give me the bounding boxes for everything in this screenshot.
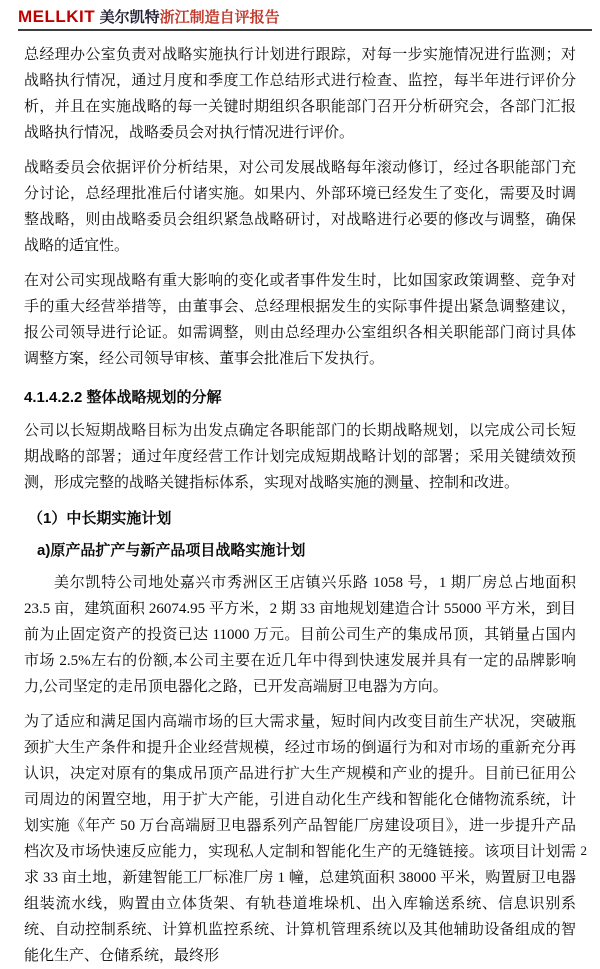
paragraph-emergency-adjustment: 在对公司实现战略有重大影响的变化或者事件发生时，比如国家政策调整、竞争对手的重大经营举措等，由董事会、总经理根据发生的实际事件提出紧急调整建议，报公司领导进行论证。如需调整，则由总经理办公室组织各相关职能部门商讨具体调整方案，经公司领导审核、董事会批准后下发执行。 <box>24 273 576 367</box>
paragraph-company-profile: 美尔凯特公司地处嘉兴市秀洲区王店镇兴乐路 1058 号，1 期厂房总占地面积 23.5 亩，建筑面积 26074.95 平方米，2 期 33 亩地规划建造合计 55000 平方米，到目前为止固定资产的投资已达 11000 万元。目前公司生产的集成吊顶，其销量占国内市场 2.5%左右的份额,本公司主要在近几年中得到快速发展并具有一定的品牌影响力,公司坚定的走吊顶电器化之路，已开发高端厨卫电器为方向。 <box>24 575 576 695</box>
paragraph-strategy-decomposition: 公司以长短期战略目标为出发点确定各职能部门的长期战略规划，以完成公司长短期战略的部署；通过年度经营工作计划完成短期战略计划的部署；采用关键绩效预测，形成完整的战略关键指标体系，实现对战略实施的测量、控制和改进。 <box>24 423 576 491</box>
subheading-product-expansion-plan: a)原产品扩产与新产品项目战略实施计划 <box>37 542 306 559</box>
page-number: 2 <box>580 843 587 858</box>
brand-name-chinese: 美尔凯特 <box>99 10 160 26</box>
paragraph-expansion-plan: 为了适应和满足国内高端市场的巨大需求量，短时间内改变目前生产状况，突破瓶颈扩大生产条件和提升企业经营规模，经过市场的倒逼行为和对市场的重新充分再认识，决定对原有的集成吊顶产品进行扩大生产规模和产业的提升。目前已征用公司周边的闲置空地，用于扩大产能，引进自动化生产线和智能化仓储物流系统，计划实施《年产 50 万台高端厨卫电器系列产品智能厂房建设项目》，进一步提升产品档次及市场快速反应能力，实现私人定制和智能化生产的无缝链接。该项目计划需求 33 亩土地，新建智能工厂标准厂房 1 幢，总建筑面积 38000 平米，购置厨卫电器组装流水线，购置由立体货架、有轨巷道堆垛机、出入库输送系统、信息识别系统、自动控制系统、计算机监控系统、计算机管理系统以及其他辅助设备组成的智能化生产、仓储系统，最终形 <box>24 714 576 964</box>
section-heading-strategy-decomposition: 4.1.4.2.2 整体战略规划的分解 <box>24 389 222 406</box>
subheading-mid-long-term-plan: （1）中长期实施计划 <box>28 510 172 527</box>
paragraph-strategy-tracking: 总经理办公室负责对战略实施执行计划进行跟踪，对每一步实施情况进行监测；对战略执行情况，通过月度和季度工作总结形式进行检查、监控，每半年进行评价分析，并且在实施战略的每一关键时期组织各职能部门召开分析研究会，各部门汇报战略执行情况，战略委员会对执行情况进行评价。 <box>24 47 576 141</box>
brand-logo-latin: MELLKIT <box>18 7 96 26</box>
document-page <box>0 7 600 964</box>
document-body <box>24 42 576 969</box>
document-header <box>18 8 592 31</box>
paragraph-strategy-revision: 战略委员会依据评价分析结果，对公司发展战略每年滚动修订，经过各职能部门充分讨论，总经理批准后付诸实施。如果内、外部环境已经发生了变化，需要及时调整战略，则由战略委员会组织紧急战略研讨，对战略进行必要的修改与调整，确保战略的适宜性。 <box>24 160 576 254</box>
report-title: 浙江制造自评报告 <box>159 10 280 26</box>
